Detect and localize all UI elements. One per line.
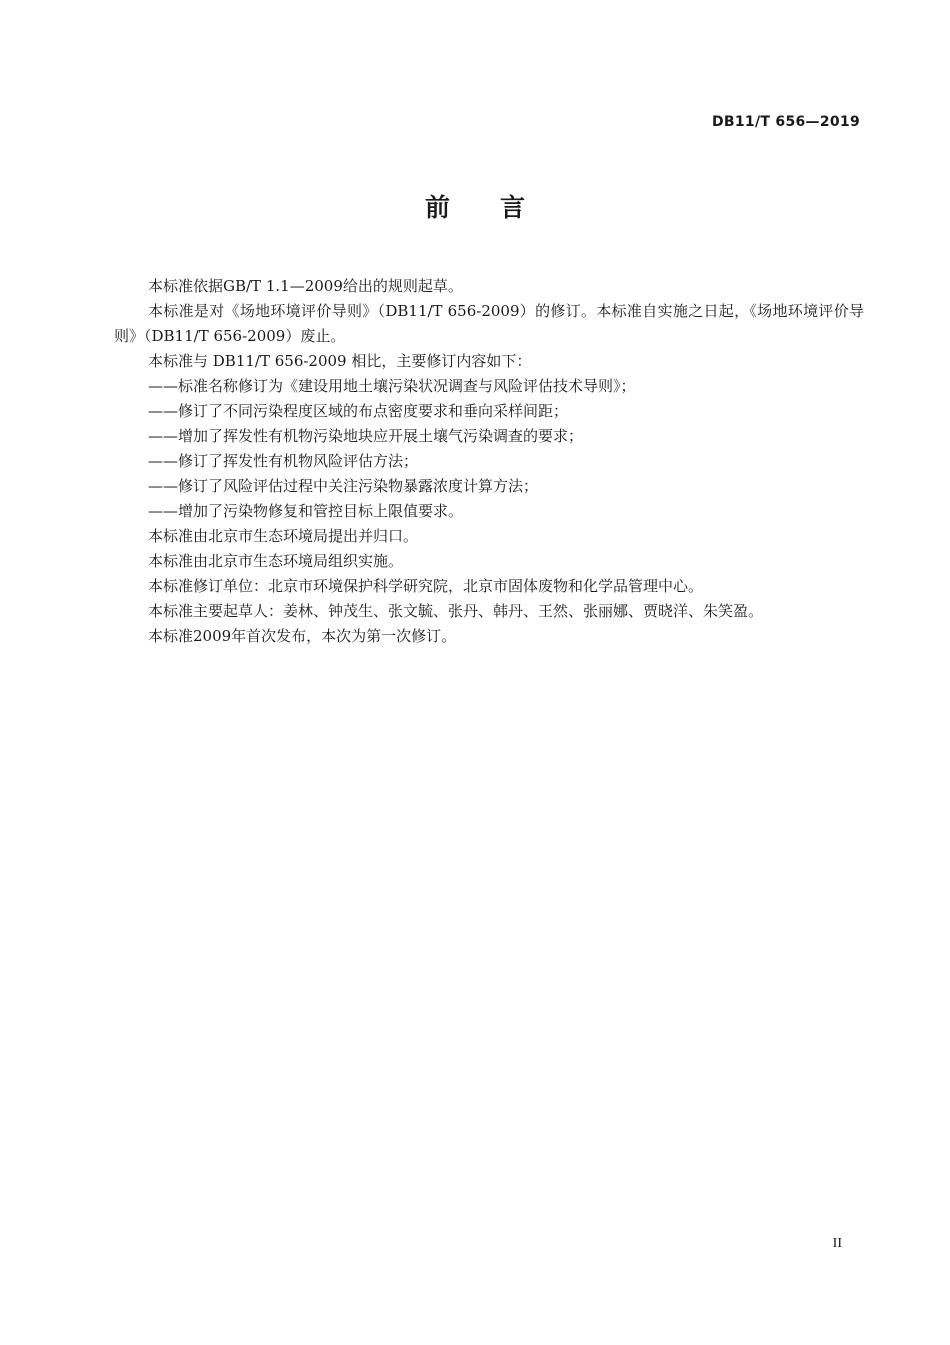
paragraph-proposed-by: 本标准由北京市生态环境局提出并归口。 — [148, 527, 419, 545]
paragraph-main-changes-intro: 本标准与 DB11/T 656-2009 相比，主要修订内容如下： — [148, 352, 532, 370]
list-item-change-2: ——修订了不同污染程度区域的布点密度要求和垂向采样间距； — [148, 402, 569, 420]
paragraph-revision-of: 本标准是对《场地环境评价导则》（DB11/T 656-2009）的修订。本标准自实施之日起，《场地环境评价导则》（DB11/T 656-2009）废止。 — [114, 302, 864, 345]
paragraph-revising-units: 本标准修订单位：北京市环境保护科学研究院，北京市固体废物和化学品管理中心。 — [148, 577, 704, 595]
list-item-change-5: ——修订了风险评估过程中关注污染物暴露浓度计算方法； — [148, 477, 539, 495]
paragraph-drafters: 本标准主要起草人：姜林、钟茂生、张文毓、张丹、韩丹、王然、张丽娜、贾晓洋、朱笑盈。 — [148, 602, 764, 620]
paragraph-drafting-rules: 本标准依据GB/T 1.1—2009给出的规则起草。 — [148, 277, 463, 295]
list-item-change-3: ——增加了挥发性有机物污染地块应开展土壤气污染调查的要求； — [148, 427, 584, 445]
paragraph-publication-history: 本标准2009年首次发布，本次为第一次修订。 — [148, 627, 457, 645]
document-code: DB11/T 656—2019 — [712, 114, 860, 130]
list-item-change-1: ——标准名称修订为《建设用地土壤污染状况调查与风险评估技术导则》； — [148, 377, 636, 395]
page-title: 前言 — [424, 193, 575, 222]
list-item-change-4: ——修订了挥发性有机物风险评估方法； — [148, 452, 419, 470]
paragraph-implemented-by: 本标准由北京市生态环境局组织实施。 — [148, 552, 404, 570]
page-number: II — [832, 1236, 842, 1251]
list-item-change-6: ——增加了污染物修复和管控目标上限值要求。 — [148, 502, 464, 520]
foreword-body — [114, 274, 864, 649]
